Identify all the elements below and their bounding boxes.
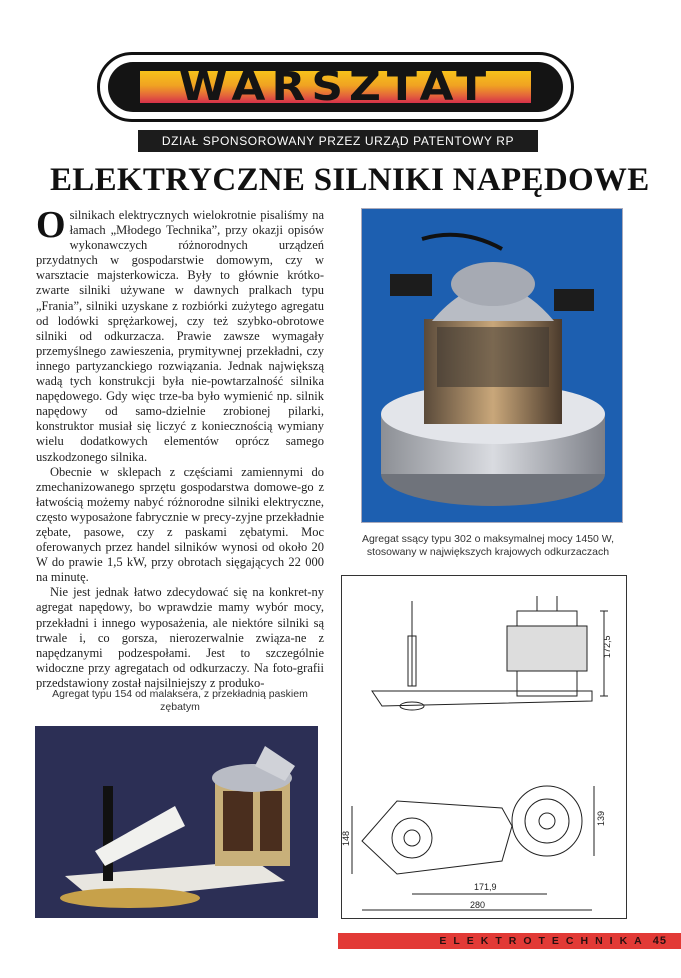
dim-total-width: 280 — [470, 900, 486, 910]
banner-inner — [108, 62, 563, 112]
article-body — [36, 204, 324, 691]
paragraph-3: Nie jest jednak łatwo zdecydować się na konkret-ny agregat napędowy, bo wprawdzie mamy wybór mocy, przekładni i innego wyposażenia, ale niektóre silniki są trwale i, co gorsza, nierozerwalnie związa-ne z napędzanymi podzespołami. Jest to szczególnie widoczne przy agregatach od odkurzaczy. Na foto-grafii przedstawiony został najsilniejszy z produko- — [36, 585, 324, 690]
article-title: ELEKTRYCZNE SILNIKI NAPĘDOWE — [50, 162, 650, 198]
dim-right-bottom: 139 — [596, 810, 606, 826]
dim-left-bottom: 148 — [342, 830, 351, 846]
caption-photo-2: Agregat typu 154 od malaksera, z przekładnią paskiem zębatym — [52, 688, 308, 713]
caption-photo-1: Agregat ssący typu 302 o maksymalnej mocy 1450 W, stosowany w największych krajowych odkurzaczach — [361, 533, 615, 558]
banner-word-text: WARSZTAT — [178, 63, 493, 110]
technical-drawing — [341, 575, 627, 919]
paragraph-1 — [36, 204, 324, 465]
sponsor-strip: DZIAŁ SPONSOROWANY PRZEZ URZĄD PATENTOWY RP — [138, 130, 538, 152]
dim-height-top: 172,5 — [602, 635, 612, 658]
dropcap: O — [36, 204, 66, 246]
photo-vacuum-motor — [361, 208, 623, 523]
page-number: 45 — [652, 935, 667, 947]
warsztat-banner — [97, 52, 574, 122]
footer-section: ELEKTROTECHNIKA — [439, 935, 649, 947]
footer-bar — [338, 933, 681, 949]
drawing-svg — [342, 576, 628, 920]
paragraph-2: Obecnie w sklepach z częściami zamiennymi do zmechanizowanego sprzętu gospodarstwa domowe-go z łatwością możemy nabyć różnorodne silniki elektryczne, często wyposażone fabrycznie w precy-zyjne przekładnie zębate, pasowe, czy z paskami zębatymi. Moc oferowanych przez handel silników wynosi od około 20 W do prawie 1,5 kW, przy obrotach sięgających 22 000 na minutę. — [36, 464, 324, 585]
banner-word — [140, 63, 531, 110]
paragraph-1-text: silnikach elektrycznych wielokrotnie pisaliśmy na łamach „Młodego Technika”, przy okazji opisów wykonawczych różnorodnych urządzeń przydatnych w gospodarstwie domowym, czy w warsztacie majsterkowicza. Były to głównie krótko-zwarte silniki używane w dawnych pralkach typu „Frania”, silniki uzyskane z rozbiórki zużytego agregatu od lodówki sprężarkowej, czy też szybko-obrotowe silniki od odkurzacza. Prawie zawsze wymagały przemyślnego zawieszenia, prymitywnej przekładni, czy innego partyzanckiego rozwiązania. Jednak największą wadą tych konstrukcji była nie-powtarzalność silnika napędowego. Gdy więc trze-ba było wymienić np. silnik napędowy od samo-dzielnie zrobionej pilarki, konstruktor musiał się liczyć z koniecznością wymiany wielu dodatkowych elementów oprócz samego uszkodzonego silnika. — [36, 208, 324, 464]
dim-inner-width: 171,9 — [474, 882, 497, 892]
mixer-motor-illustration — [35, 726, 318, 918]
photo-mixer-motor — [35, 726, 318, 918]
vacuum-motor-illustration — [362, 209, 623, 523]
